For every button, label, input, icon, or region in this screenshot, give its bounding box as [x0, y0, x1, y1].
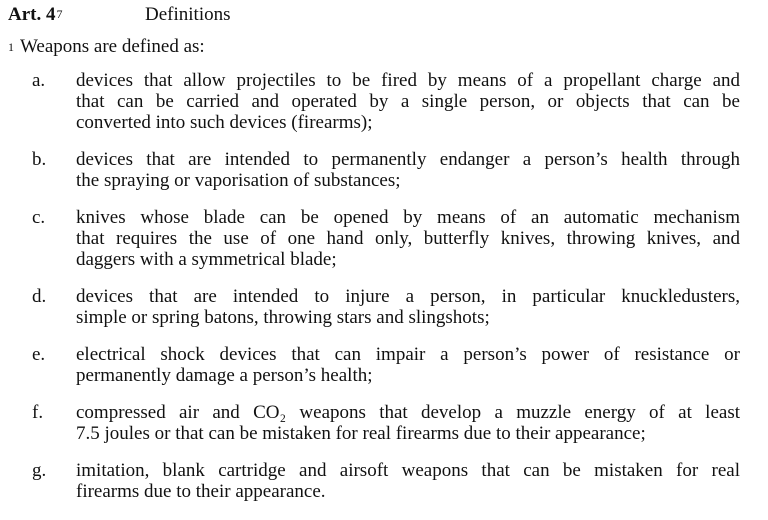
item-letter: f.: [32, 402, 44, 423]
item-text: [76, 149, 740, 191]
list-item: [0, 460, 768, 502]
item-letter: b.: [32, 149, 47, 170]
list-item: [0, 70, 768, 133]
text-line: imitation, blank cartridge and airsoft weapons that can be mistaken for real: [76, 460, 740, 481]
text-line: devices that are intended to permanently endanger a person’s health through: [76, 149, 740, 170]
item-text: [76, 344, 740, 386]
item-text: [76, 460, 740, 502]
list-item: [0, 286, 768, 328]
item-letter: e.: [32, 344, 46, 365]
text-line: knives whose blade can be opened by means of an automatic mechanism: [76, 207, 740, 228]
item-text: [76, 286, 740, 328]
text-line: simple or spring batons, throwing stars and slingshots;: [76, 307, 490, 328]
item-letter: g.: [32, 460, 47, 481]
item-letter: c.: [32, 207, 46, 228]
item-text: [76, 70, 740, 133]
text-line: daggers with a symmetrical blade;: [76, 249, 337, 270]
article-title: Definitions: [145, 4, 231, 25]
text-line: permanently damage a person’s health;: [76, 365, 373, 386]
list-item: [0, 344, 768, 386]
text-line: 7.5 joules or that can be mistaken for real firearms due to their appearance;: [76, 423, 646, 444]
text-line: compressed air and CO₂ weapons that develop a muzzle energy of at least: [76, 402, 740, 423]
text-line: that can be carried and operated by a single person, or objects that can be: [76, 91, 740, 112]
text-line: devices that allow projectiles to be fired by means of a propellant charge and: [76, 70, 740, 91]
definition-list: [0, 70, 768, 518]
list-item: [0, 149, 768, 191]
text-line: that requires the use of one hand only, butterfly knives, throwing knives, and: [76, 228, 740, 249]
text-line: converted into such devices (firearms);: [76, 112, 373, 133]
text-line: firearms due to their appearance.: [76, 481, 326, 502]
intro-text: Weapons are defined as:: [20, 36, 205, 57]
item-letter: d.: [32, 286, 47, 307]
text-line: the spraying or vaporisation of substances;: [76, 170, 401, 191]
list-item: [0, 402, 768, 444]
item-letter: a.: [32, 70, 46, 91]
list-item: [0, 207, 768, 270]
article-heading: [8, 3, 62, 27]
paragraph-number: 1: [8, 40, 14, 54]
item-text: [76, 207, 740, 270]
text-line: electrical shock devices that can impair a person’s power of resistance or: [76, 344, 740, 365]
text-line: devices that are intended to injure a person, in particular knuckledusters,: [76, 286, 740, 307]
article-number: Art. 4: [8, 4, 56, 25]
footnote-marker: 7: [56, 7, 63, 21]
item-text: [76, 402, 740, 444]
paragraph-intro: [8, 35, 205, 59]
